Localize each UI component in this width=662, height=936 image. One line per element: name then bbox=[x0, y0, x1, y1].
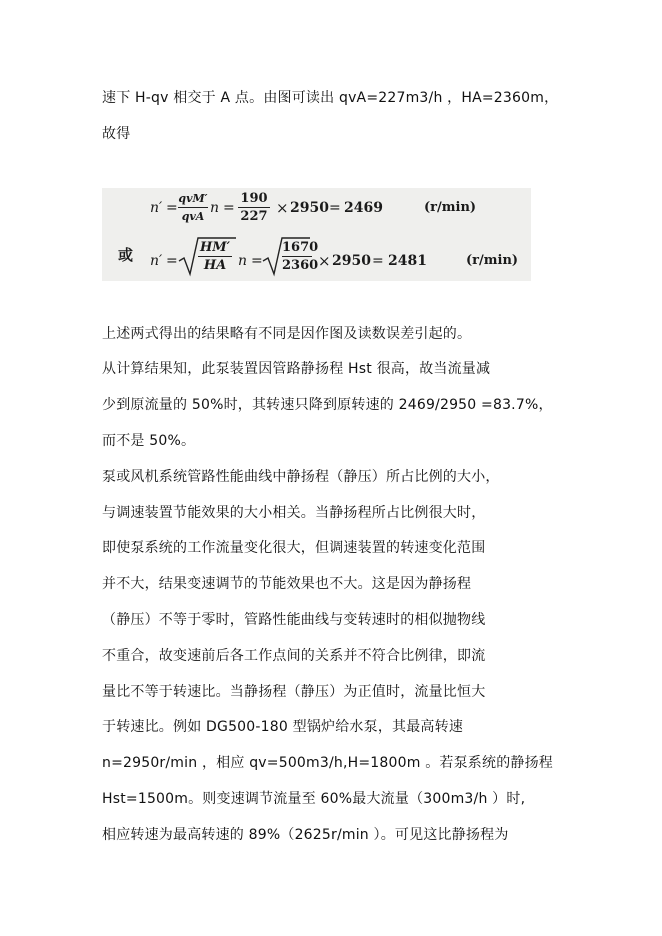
paragraph-line: 并不大，结果变速调节的节能效果也不大。这是因为静扬程 bbox=[102, 576, 472, 592]
formula-equals: = bbox=[166, 253, 178, 269]
paragraph-line: 而不是 50%。 bbox=[102, 433, 196, 449]
paragraph-line: 与调速装置节能效果的大小相关。当静扬程所占比例很大时， bbox=[102, 505, 486, 521]
paragraph-line: n=2950r/min ，相应 qv=500m3/h,H=1800m 。若泵系统的静扬程 bbox=[102, 755, 553, 771]
formula-speed: 2950 bbox=[332, 253, 371, 269]
formula-equals: = bbox=[223, 200, 235, 216]
formula-n-prime: n′ bbox=[150, 253, 163, 269]
formula-image bbox=[102, 188, 531, 281]
fraction-denominator: 227 bbox=[240, 209, 268, 224]
formula-n: n bbox=[238, 253, 248, 269]
formula-fraction bbox=[178, 191, 208, 224]
fraction-numerator: 190 bbox=[240, 191, 268, 206]
formula-result: 2481 bbox=[388, 253, 427, 269]
fraction-denominator: HA bbox=[203, 258, 227, 273]
paragraph-line: Hst=1500m。则变速调节流量至 60%最大流量（300m3/h ）时, bbox=[102, 791, 526, 807]
formula-n: n bbox=[210, 200, 220, 216]
or-label: 或 bbox=[118, 246, 134, 264]
formula-fraction bbox=[282, 240, 319, 273]
paragraph-line: （静压）不等于零时，管路性能曲线与变转速时的相似抛物线 bbox=[102, 612, 486, 628]
formula-times: × bbox=[276, 199, 289, 217]
fraction-denominator: qvA bbox=[181, 210, 205, 223]
fraction-numerator: HM′ bbox=[199, 240, 231, 255]
formula-equals: = bbox=[251, 253, 263, 269]
fraction-denominator: 2360 bbox=[282, 258, 319, 273]
fraction-numerator: qvM′ bbox=[178, 192, 208, 205]
formula-times: × bbox=[318, 252, 331, 270]
paragraph-line: 泵或风机系统管路性能曲线中静扬程（静压）所占比例的大小， bbox=[102, 469, 500, 485]
paragraph-line: 量比不等于转速比。当静扬程（静压）为正值时，流量比恒大 bbox=[102, 684, 486, 700]
formula-equals: = bbox=[372, 253, 384, 269]
paragraph-line: 上述两式得出的结果略有不同是因作图及读数误差引起的。 bbox=[102, 326, 472, 342]
formula-fraction bbox=[198, 240, 232, 273]
formula-equals: = bbox=[329, 200, 341, 216]
paragraph-line: 即使泵系统的工作流量变化很大，但调速装置的转速变化范围 bbox=[102, 540, 486, 556]
formula-fraction bbox=[238, 191, 270, 224]
formula-unit: (r/min) bbox=[466, 253, 519, 268]
paragraph-line: 故得 bbox=[102, 126, 131, 142]
formula-speed: 2950 bbox=[290, 200, 329, 216]
paragraph-line: 于转速比。例如 DG500-180 型锅炉给水泵，其最高转速 bbox=[102, 719, 464, 735]
paragraph-line: 速下 H-qv 相交于 A 点。由图可读出 qvA=227m3/h ，HA=2360m， bbox=[102, 90, 559, 106]
formula-result: 2469 bbox=[344, 200, 383, 216]
paragraph-line: 少到原流量的 50%时，其转速只降到原转速的 2469/2950 =83.7%， bbox=[102, 397, 553, 413]
paragraph-line: 不重合，故变速前后各工作点间的关系并不符合比例律，即流 bbox=[102, 648, 486, 664]
formula-n-prime: n′ bbox=[150, 200, 163, 216]
paragraph-line: 相应转速为最高转速的 89%（2625r/min ）。可见这比静扬程为 bbox=[102, 827, 509, 843]
fraction-numerator: 1670 bbox=[282, 240, 319, 255]
paragraph-line: 从计算结果知，此泵装置因管路静扬程 Hst 很高，故当流量减 bbox=[102, 361, 491, 377]
formula-unit: (r/min) bbox=[424, 200, 477, 215]
formula-equals: = bbox=[166, 200, 178, 216]
